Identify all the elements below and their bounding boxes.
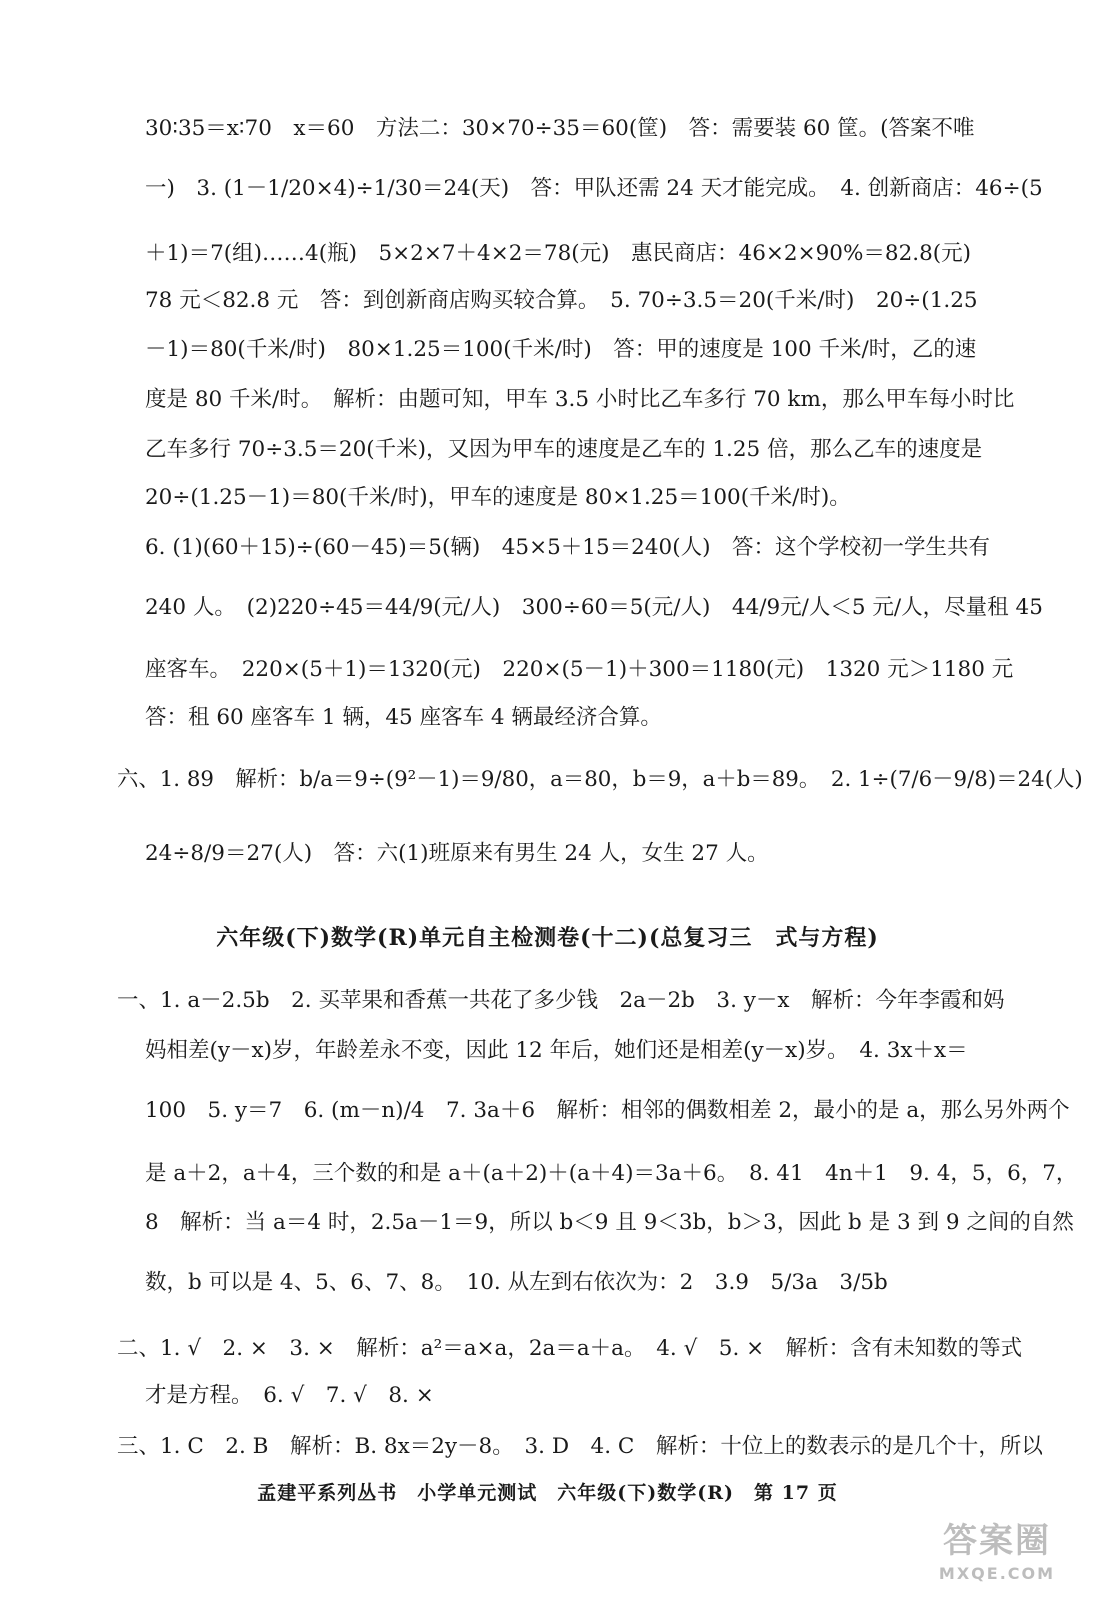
text-line: 100 5. y＝7 6. (m－n)/4 7. 3a＋6 解析：相邻的偶数相差 2，最小的是 a，那么另外两个: [145, 1098, 1070, 1123]
text-line: 座客车。 220×(5＋1)＝1320(元) 220×(5－1)＋300＝1180(元) 1320 元＞1180 元: [145, 657, 1014, 682]
text-line: 24÷8/9＝27(人) 答：六(1)班原来有男生 24 人，女生 27 人。: [145, 841, 769, 866]
text-line: 78 元＜82.8 元 答：到创新商店购买较合算。 5. 70÷3.5＝20(千米/时) 20÷(1.25: [145, 288, 978, 313]
text-line: 二、1. √ 2. × 3. × 解析：a²＝a×a，2a＝a＋a。 4. √ 5. × 解析：含有未知数的等式: [117, 1336, 1023, 1361]
text-line: 三、1. C 2. B 解析：B. 8x＝2y－8。 3. D 4. C 解析：十位上的数表示的是几个十，所以: [117, 1434, 1043, 1459]
text-line: 才是方程。 6. √ 7. √ 8. ×: [145, 1383, 434, 1408]
section-heading: 六年级(下)数学(R)单元自主检测卷(十二)(总复习三 式与方程): [216, 925, 879, 951]
watermark-url: MXQE.COM: [938, 1564, 1056, 1583]
text-line: 240 人。 (2)220÷45＝44/9(元/人) 300÷60＝5(元/人) 44/9元/人＜5 元/人，尽量租 45: [145, 595, 1043, 620]
watermark-text: 答案圈: [943, 1521, 1051, 1561]
text-line: 妈相差(y－x)岁，年龄差永不变，因此 12 年后，她们还是相差(y－x)岁。 4. 3x＋x＝: [145, 1038, 968, 1063]
text-line: 答：租 60 座客车 1 辆，45 座客车 4 辆最经济合算。: [145, 705, 662, 730]
text-line: －1)＝80(千米/时) 80×1.25＝100(千米/时) 答：甲的速度是 100 千米/时，乙的速: [145, 337, 977, 362]
text-line: ＋1)＝7(组)……4(瓶) 5×2×7＋4×2＝78(元) 惠民商店：46×2×90%＝82.8(元): [145, 241, 972, 266]
text-line: 8 解析：当 a＝4 时，2.5a－1＝9，所以 b＜9 且 9＜3b，b＞3，因此 b 是 3 到 9 之间的自然: [145, 1210, 1074, 1235]
text-line: 数，b 可以是 4、5、6、7、8。 10. 从左到右依次为：2 3.9 5/3a 3/5b: [145, 1270, 888, 1295]
text-line: 30∶35＝x∶70 x＝60 方法二：30×70÷35＝60(筐) 答：需要装 60 筐。(答案不唯: [145, 116, 975, 141]
text-line: 一、1. a－2.5b 2. 买苹果和香蕉一共花了多少钱 2a－2b 3. y－x 解析：今年李霞和妈: [117, 988, 1005, 1013]
watermark-logo: [917, 1521, 1077, 1594]
page-footer: 孟建平系列丛书 小学单元测试 六年级(下)数学(R) 第 17 页: [257, 1482, 838, 1504]
text-line: 乙车多行 70÷3.5＝20(千米)，又因为甲车的速度是乙车的 1.25 倍，那么乙车的速度是: [145, 437, 983, 462]
text-line: 六、1. 89 解析：b/a＝9÷(9²－1)＝9/80，a＝80，b＝9，a＋b＝89。 2. 1÷(7/6－9/8)＝24(人): [117, 767, 1083, 792]
text-line: 20÷(1.25－1)＝80(千米/时)，甲车的速度是 80×1.25＝100(千米/时)。: [145, 485, 851, 510]
text-line: 一) 3. (1－1/20×4)÷1/30＝24(天) 答：甲队还需 24 天才能完成。 4. 创新商店：46÷(5: [145, 176, 1043, 201]
text-line: 6. (1)(60＋15)÷(60－45)＝5(辆) 45×5＋15＝240(人) 答：这个学校初一学生共有: [145, 535, 990, 560]
text-line: 是 a＋2，a＋4，三个数的和是 a＋(a＋2)＋(a＋4)＝3a＋6。 8. 41 4n＋1 9. 4，5，6，7，: [145, 1161, 1078, 1186]
text-line: 度是 80 千米/时。 解析：由题可知，甲车 3.5 小时比乙车多行 70 km，那么甲车每小时比: [145, 387, 1015, 412]
